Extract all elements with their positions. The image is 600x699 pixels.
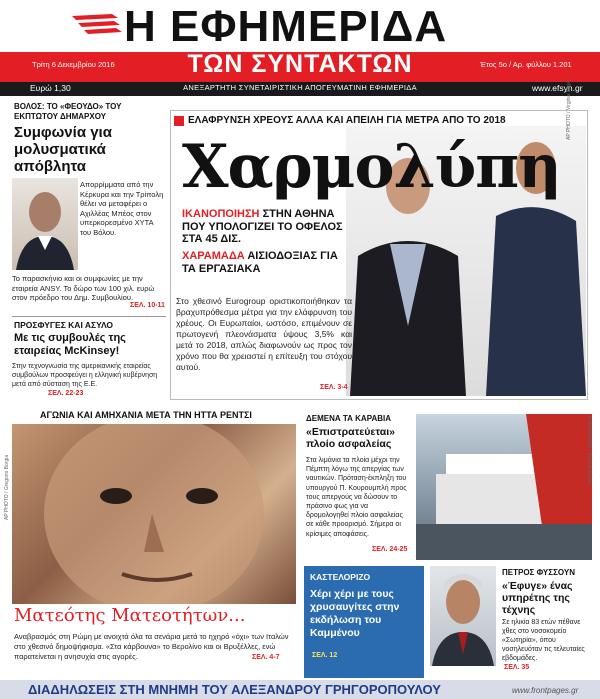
main-deck1 bbox=[182, 208, 352, 246]
story2-headline[interactable]: Με τις συμβουλές της εταιρείας McKinsey! bbox=[14, 332, 126, 357]
kastelorizo-kicker: ΚΑΣΤΕΛΟΡΙΖΟ bbox=[310, 572, 371, 582]
fyssoun-portrait-icon bbox=[430, 566, 496, 666]
website-link[interactable]: www.efsyn.gr bbox=[532, 83, 583, 93]
fyssoun-photo bbox=[430, 566, 496, 666]
ships-kicker: ΔΕΜΕΝΑ ΤΑ ΚΑΡΑΒΙΑ bbox=[306, 414, 392, 423]
ships-photo bbox=[416, 414, 592, 560]
renzi-face-icon bbox=[12, 424, 296, 604]
main-deck2-rest: ΑΙΣΙΟΔΟΞΙΑΣ ΓΙΑ ΤΑ ΕΡΓΑΣΙΑΚΑ bbox=[182, 250, 338, 275]
main-kicker-marker-icon bbox=[174, 116, 184, 126]
left-divider bbox=[12, 316, 166, 317]
masthead-title: Η ΕΦΗΜΕΡΙΔΑ bbox=[124, 2, 448, 51]
renzi-ref[interactable]: ΣΕΛ. 4-7 bbox=[252, 654, 280, 661]
fyssoun-kicker: ΠΕΤΡΟΣ ΦΥΣΣΟΥΝ bbox=[502, 568, 575, 577]
fyssoun-ref[interactable]: ΣΕΛ. 35 bbox=[504, 664, 530, 671]
story1-ref[interactable]: ΣΕΛ. 10-11 bbox=[130, 302, 165, 309]
masthead-subtitle: ΤΩΝ ΣΥΝΤΑΚΤΩΝ bbox=[187, 50, 413, 78]
story1-body: Το παρασκήνιο και οι συμφωνίες με την εταιρεία ANSY. Το δώρο των 100 χιλ. ευρώ στον πρόεδρο του Δημ. Συμβουλίου. bbox=[12, 274, 155, 302]
main-photo-credit: AP PHOTO / Virginia Mayo bbox=[566, 79, 572, 140]
story2-ref[interactable]: ΣΕΛ. 22-23 bbox=[48, 390, 84, 397]
portrait-figure-icon bbox=[12, 178, 78, 270]
watermark: www.frontpages.gr bbox=[512, 686, 579, 695]
story1-body-right: Απορρίμματα από την Κέρκυρα και την Τρίπολη θέλει να μεταφέρει ο Αχιλλέας Μπέος στον υπερκορεσμένο ΧΥΤΑ του Βόλου. bbox=[80, 180, 164, 237]
portrait-photo bbox=[12, 178, 78, 270]
main-kicker: ΕΛΑΦΡΥΝΣΗ ΧΡΕΟΥΣ ΑΛΛΑ ΚΑΙ ΑΠΕΙΛΗ ΓΙΑ ΜΕΤΡΑ ΑΠΟ ΤΟ 2018 bbox=[188, 115, 506, 126]
story2-body: Στην τεχνογνωσία της αμερικανικής εταιρείας συμβούλων προσφεύγει η ελληνική κυβέρνηση μετά από σύσταση της Ε.Ε. bbox=[12, 363, 158, 388]
story1-kicker: ΒΟΛΟΣ: ΤΟ «ΦΕΟΥΔΟ» ΤΟΥ ΕΚΠΤΩΤΟΥ ΔΗΜΑΡΧΟΥ bbox=[14, 102, 122, 121]
main-body: Στο χθεσινό Eurogroup οριστικοποιήθηκαν τα βραχυπρόθεσμα μέτρα για την ελάφρυνση του χρέους. Οι Ευρωπαίοι, ωστόσο, επιμένουν σε πρωτογενή πλεονάσματα ύψους 3,5% και μετά το 2018, απλώς διαφωνούν ως προς τον χρόνο που θα χρειαστεί η επίτευξη του στόχου αυτού. bbox=[176, 296, 352, 372]
renzi-body: Αναβρασμός στη Ρώμη με ανοιχτά όλα τα σενάρια μετά το ηχηρό «όχι» των Ιταλών στο χθεσινό δημοψήφισμα. «Στα κάρβουνα» το Βερολίνο και οι Βρυξέλλες, ενώ παρατείνεται η ανησυχία στις αγορές. bbox=[14, 632, 289, 661]
main-headline[interactable]: Χαρμολύπη bbox=[182, 132, 561, 202]
renzi-headline[interactable]: Ματεότης Ματεοτήτων... bbox=[14, 605, 246, 626]
renzi-photo-credit: AP PHOTO / Gregorio Borgia bbox=[4, 454, 10, 520]
main-ref[interactable]: ΣΕΛ. 3-4 bbox=[320, 384, 348, 391]
renzi-kicker: ΑΓΩΝΙΑ ΚΑΙ ΑΜΗΧΑΝΙΑ ΜΕΤΑ ΤΗΝ ΗΤΤΑ ΡΕΝΤΣΙ bbox=[40, 410, 252, 420]
main-deck2-red: ΧΑΡΑΜΑΔΑ bbox=[182, 250, 245, 262]
kastelorizo-headline[interactable]: Χέρι χέρι με τους χρυσαυγίτες στην εκδήλωση του Καμμένου bbox=[310, 588, 400, 639]
main-deck1-red: ΙΚΑΝΟΠΟΙΗΣΗ bbox=[182, 208, 260, 220]
fyssoun-headline[interactable]: «Έφυγε» ένας υπηρέτης της τέχνης bbox=[502, 580, 573, 616]
ships-ref[interactable]: ΣΕΛ. 24-25 bbox=[372, 546, 408, 553]
fyssoun-body: Σε ηλικία 83 ετών πέθανε χθες στο νοσοκομείο «Σωτηρία», όπου νοσηλευόταν τις τελευταίες εβδομάδες. bbox=[502, 619, 585, 662]
renzi-photo bbox=[12, 424, 296, 604]
main-deck1-rest: ΣΤΗΝ ΑΘΗΝΑ ΠΟΥ ΥΠΟΛΟΓΙΖΕΙ ΤΟ ΟΦΕΛΟΣ ΣΤΑ 45 ΔΙΣ. bbox=[182, 208, 343, 245]
logo-streaks-icon bbox=[72, 12, 122, 38]
ships-body: Στα λιμάνια τα πλοία μέχρι την Πέμπτη λόγω της απεργίας των ναυτικών. Πρόταση-έκπληξη του υπουργού Π. Κουρουμπλή προς τους απεργούς να δώσουν το πράσινο φως για να δρομολογηθεί πλοίο ασφαλείας σε κάθε προορισμό. Σήμερα οι κρίσιμες αποφάσεις. bbox=[306, 457, 407, 538]
main-deck2 bbox=[182, 250, 352, 275]
issue-number: Έτος 5ο / Αρ. φύλλου 1.201 bbox=[480, 60, 572, 69]
footer-banner-text[interactable]: ΔΙΑΔΗΛΩΣΕΙΣ ΣΤΗ ΜΝΗΜΗ ΤΟΥ ΑΛΕΞΑΝΔΡΟΥ ΓΡΗΓΟΡΟΠΟΥΛΟΥ bbox=[28, 682, 441, 697]
story2-kicker: ΠΡΟΣΦΥΓΕΣ ΚΑΙ ΑΣΥΛΟ bbox=[14, 320, 114, 330]
story1-headline[interactable]: Συμφωνία για μολυσματικά απόβλητα bbox=[14, 124, 112, 175]
issue-date: Τρίτη 6 Δεκεμβρίου 2016 bbox=[32, 60, 115, 69]
tagline: ΑΝΕΞΑΡΤΗΤΗ ΣΥΝΕΤΑΙΡΙΣΤΙΚΗ ΑΠΟΓΕΥΜΑΤΙΝΗ ΕΦΗΜΕΡΙΔΑ bbox=[183, 83, 417, 92]
ship-icon bbox=[416, 414, 592, 560]
ships-photo-credit: EUROKINISSI / Κώστας Βάκας bbox=[586, 416, 592, 486]
ships-headline[interactable]: «Επιστρατεύεται» πλοίο ασφαλείας bbox=[306, 426, 395, 450]
kastelorizo-ref[interactable]: ΣΕΛ. 12 bbox=[312, 652, 338, 659]
price: Ευρώ 1,30 bbox=[30, 83, 71, 93]
